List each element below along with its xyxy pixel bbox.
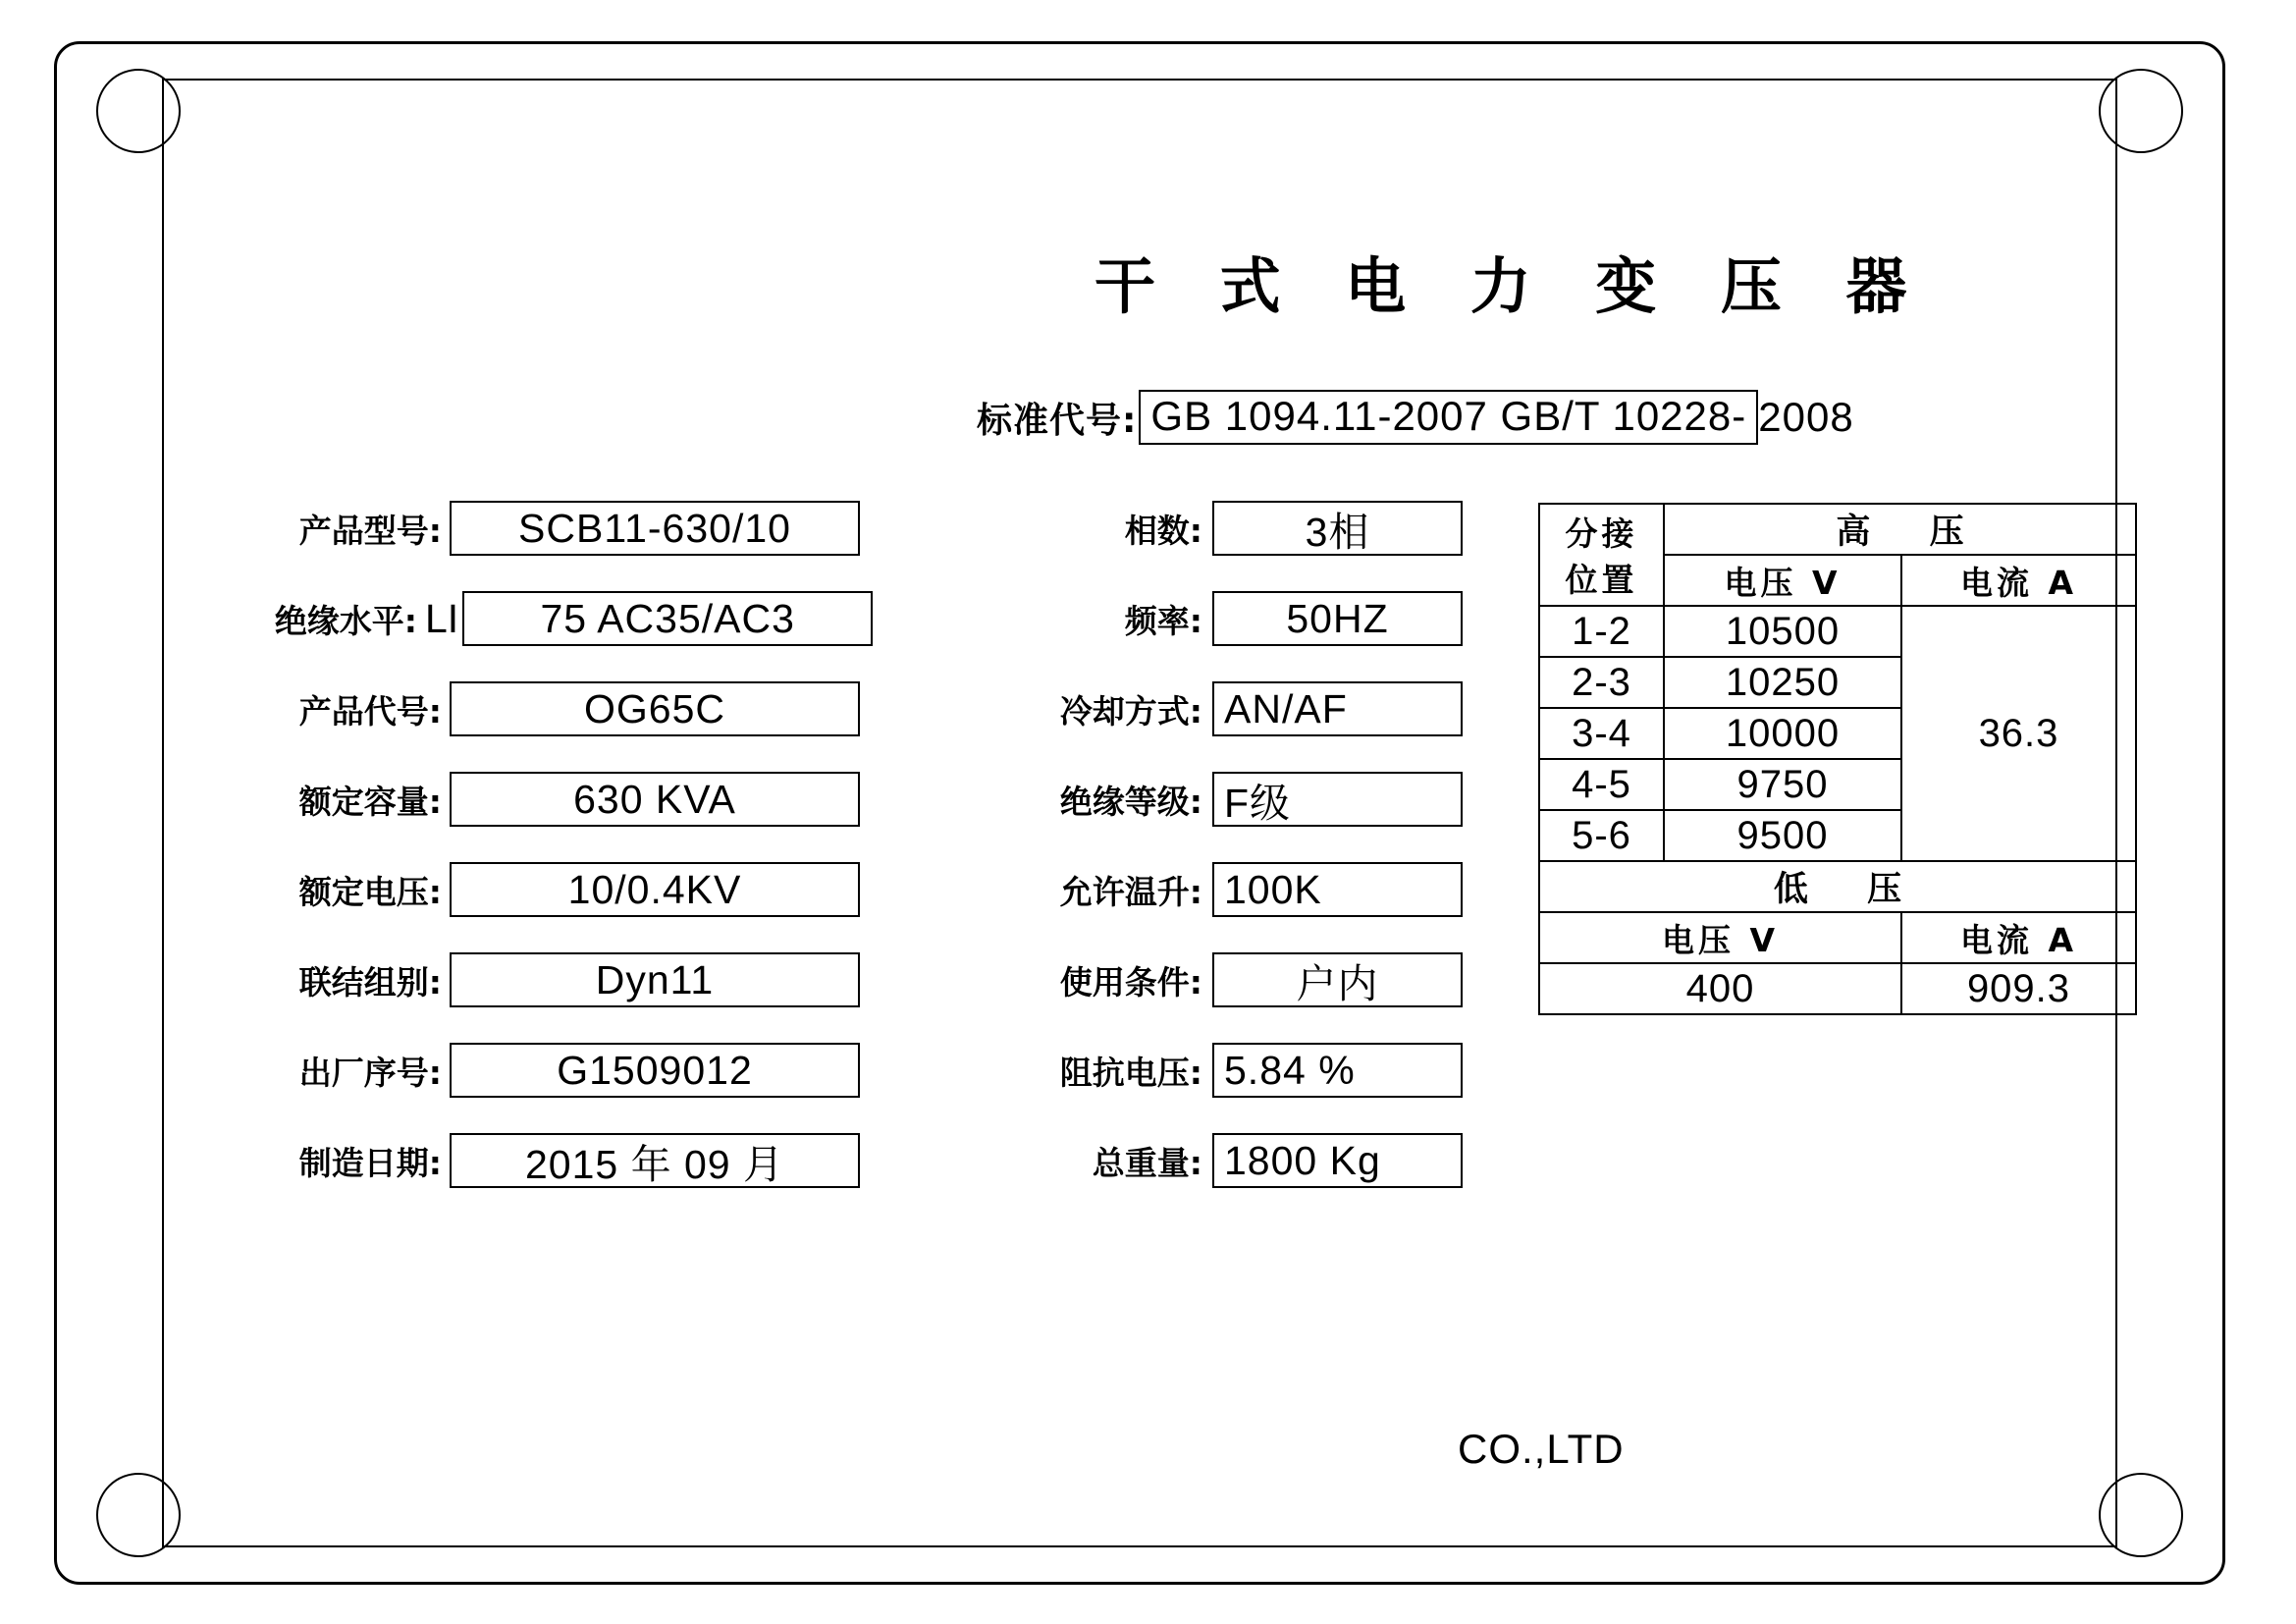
left-spec-column [245,501,873,1223]
tap-table [1538,503,2137,1015]
table-row [1539,606,2136,657]
value-service-condition: 户内 [1212,952,1463,1007]
spec-row-phases [991,501,1463,556]
spec-row-service-condition [991,952,1463,1007]
hv-voltage-2-3: 10250 [1664,657,1901,708]
spec-row-rated-capacity [245,772,873,827]
spec-row-total-weight [991,1133,1463,1188]
table-row [1539,504,2136,555]
tap-4-5: 4-5 [1539,759,1664,810]
label-vector-group: 联结组别: [298,962,442,1001]
label-cooling-method: 冷却方式: [1059,691,1202,731]
table-row [1539,912,2136,963]
value-insulation-class: F级 [1212,772,1463,827]
table-row [1539,963,2136,1014]
mounting-hole-top-right [2099,69,2183,153]
spec-row-manufacture-date [245,1133,873,1188]
mounting-hole-bottom-right [2099,1473,2183,1557]
value-manufacture-date: 2015 年 09 月 [450,1133,860,1188]
value-rated-capacity: 630 KVA [450,772,860,827]
value-product-code: OG65C [450,681,860,736]
value-temperature-rise: 100K [1212,862,1463,917]
label-phases: 相数: [1124,511,1202,550]
label-model: 产品型号: [298,511,442,550]
spec-row-rated-voltage [245,862,873,917]
value-total-weight: 1800 Kg [1212,1133,1463,1188]
standard-code-value: GB 1094.11-2007 GB/T 10228- [1139,390,1758,445]
label-temperature-rise: 允许温升: [1059,872,1202,911]
lv-voltage-value: 400 [1539,963,1901,1014]
value-insulation-level: 75 AC35/AC3 [462,591,873,646]
label-serial-number: 出厂序号: [298,1053,442,1092]
table-row [1539,861,2136,912]
tap-2-3: 2-3 [1539,657,1664,708]
hv-voltage-3-4: 10000 [1664,708,1901,759]
lv-header: 低 压 [1539,861,2136,912]
standard-code-tail: 2008 [1758,394,1854,440]
label-insulation-level: 绝缘水平: [274,601,417,640]
hv-voltage-header: 电压 V [1664,555,1901,606]
standard-code-label: 标准代号: [977,400,1138,441]
tap-position-header [1539,504,1664,606]
tap-header-line1: 分接 [1565,514,1638,553]
value-frequency: 50HZ [1212,591,1463,646]
label-service-condition: 使用条件: [1059,962,1202,1001]
hv-current-value: 36.3 [1901,606,2136,861]
label-frequency: 频率: [1124,601,1202,640]
spec-row-cooling-method [991,681,1463,736]
label-total-weight: 总重量: [1092,1143,1202,1182]
spec-row-vector-group [245,952,873,1007]
tap-1-2: 1-2 [1539,606,1664,657]
spec-row-insulation-class [991,772,1463,827]
nameplate [54,41,2225,1585]
spec-row-model [245,501,873,556]
value-cooling-method: AN/AF [1212,681,1463,736]
page-title: 干 式 电 力 变 压 器 [1095,250,1929,322]
hv-voltage-4-5: 9750 [1664,759,1901,810]
tap-header-line2: 位置 [1565,561,1638,599]
hv-voltage-5-6: 9500 [1664,810,1901,861]
tap-3-4: 3-4 [1539,708,1664,759]
middle-spec-column [991,501,1463,1223]
value-rated-voltage: 10/0.4KV [450,862,860,917]
spec-row-insulation-level [245,591,873,646]
value-phases: 3相 [1212,501,1463,556]
spec-row-serial-number [245,1043,873,1098]
label-insulation-class: 绝缘等级: [1059,782,1202,821]
label-product-code: 产品代号: [298,691,442,731]
spec-row-frequency [991,591,1463,646]
value-vector-group: Dyn11 [450,952,860,1007]
spec-row-product-code [245,681,873,736]
spec-row-temperature-rise [991,862,1463,917]
value-serial-number: G1509012 [450,1043,860,1098]
label-rated-capacity: 额定容量: [298,782,442,821]
value-impedance-voltage: 5.84 % [1212,1043,1463,1098]
value-model: SCB11-630/10 [450,501,860,556]
label-manufacture-date: 制造日期: [298,1143,442,1182]
label-impedance-voltage: 阻抗电压: [1059,1053,1202,1092]
hv-voltage-1-2: 10500 [1664,606,1901,657]
mounting-hole-top-left [96,69,181,153]
mounting-hole-bottom-left [96,1473,181,1557]
hv-header: 高 压 [1664,504,2136,555]
company-footer: CO.,LTD [1458,1426,1625,1472]
hv-current-header: 电流 A [1901,555,2136,606]
lv-voltage-header: 电压 V [1539,912,1901,963]
tap-5-6: 5-6 [1539,810,1664,861]
insulation-prefix: LI [425,595,459,641]
lv-current-header: 电流 A [1901,912,2136,963]
standard-code-row [977,390,1854,445]
spec-row-impedance-voltage [991,1043,1463,1098]
lv-current-value: 909.3 [1901,963,2136,1014]
label-rated-voltage: 额定电压: [298,872,442,911]
